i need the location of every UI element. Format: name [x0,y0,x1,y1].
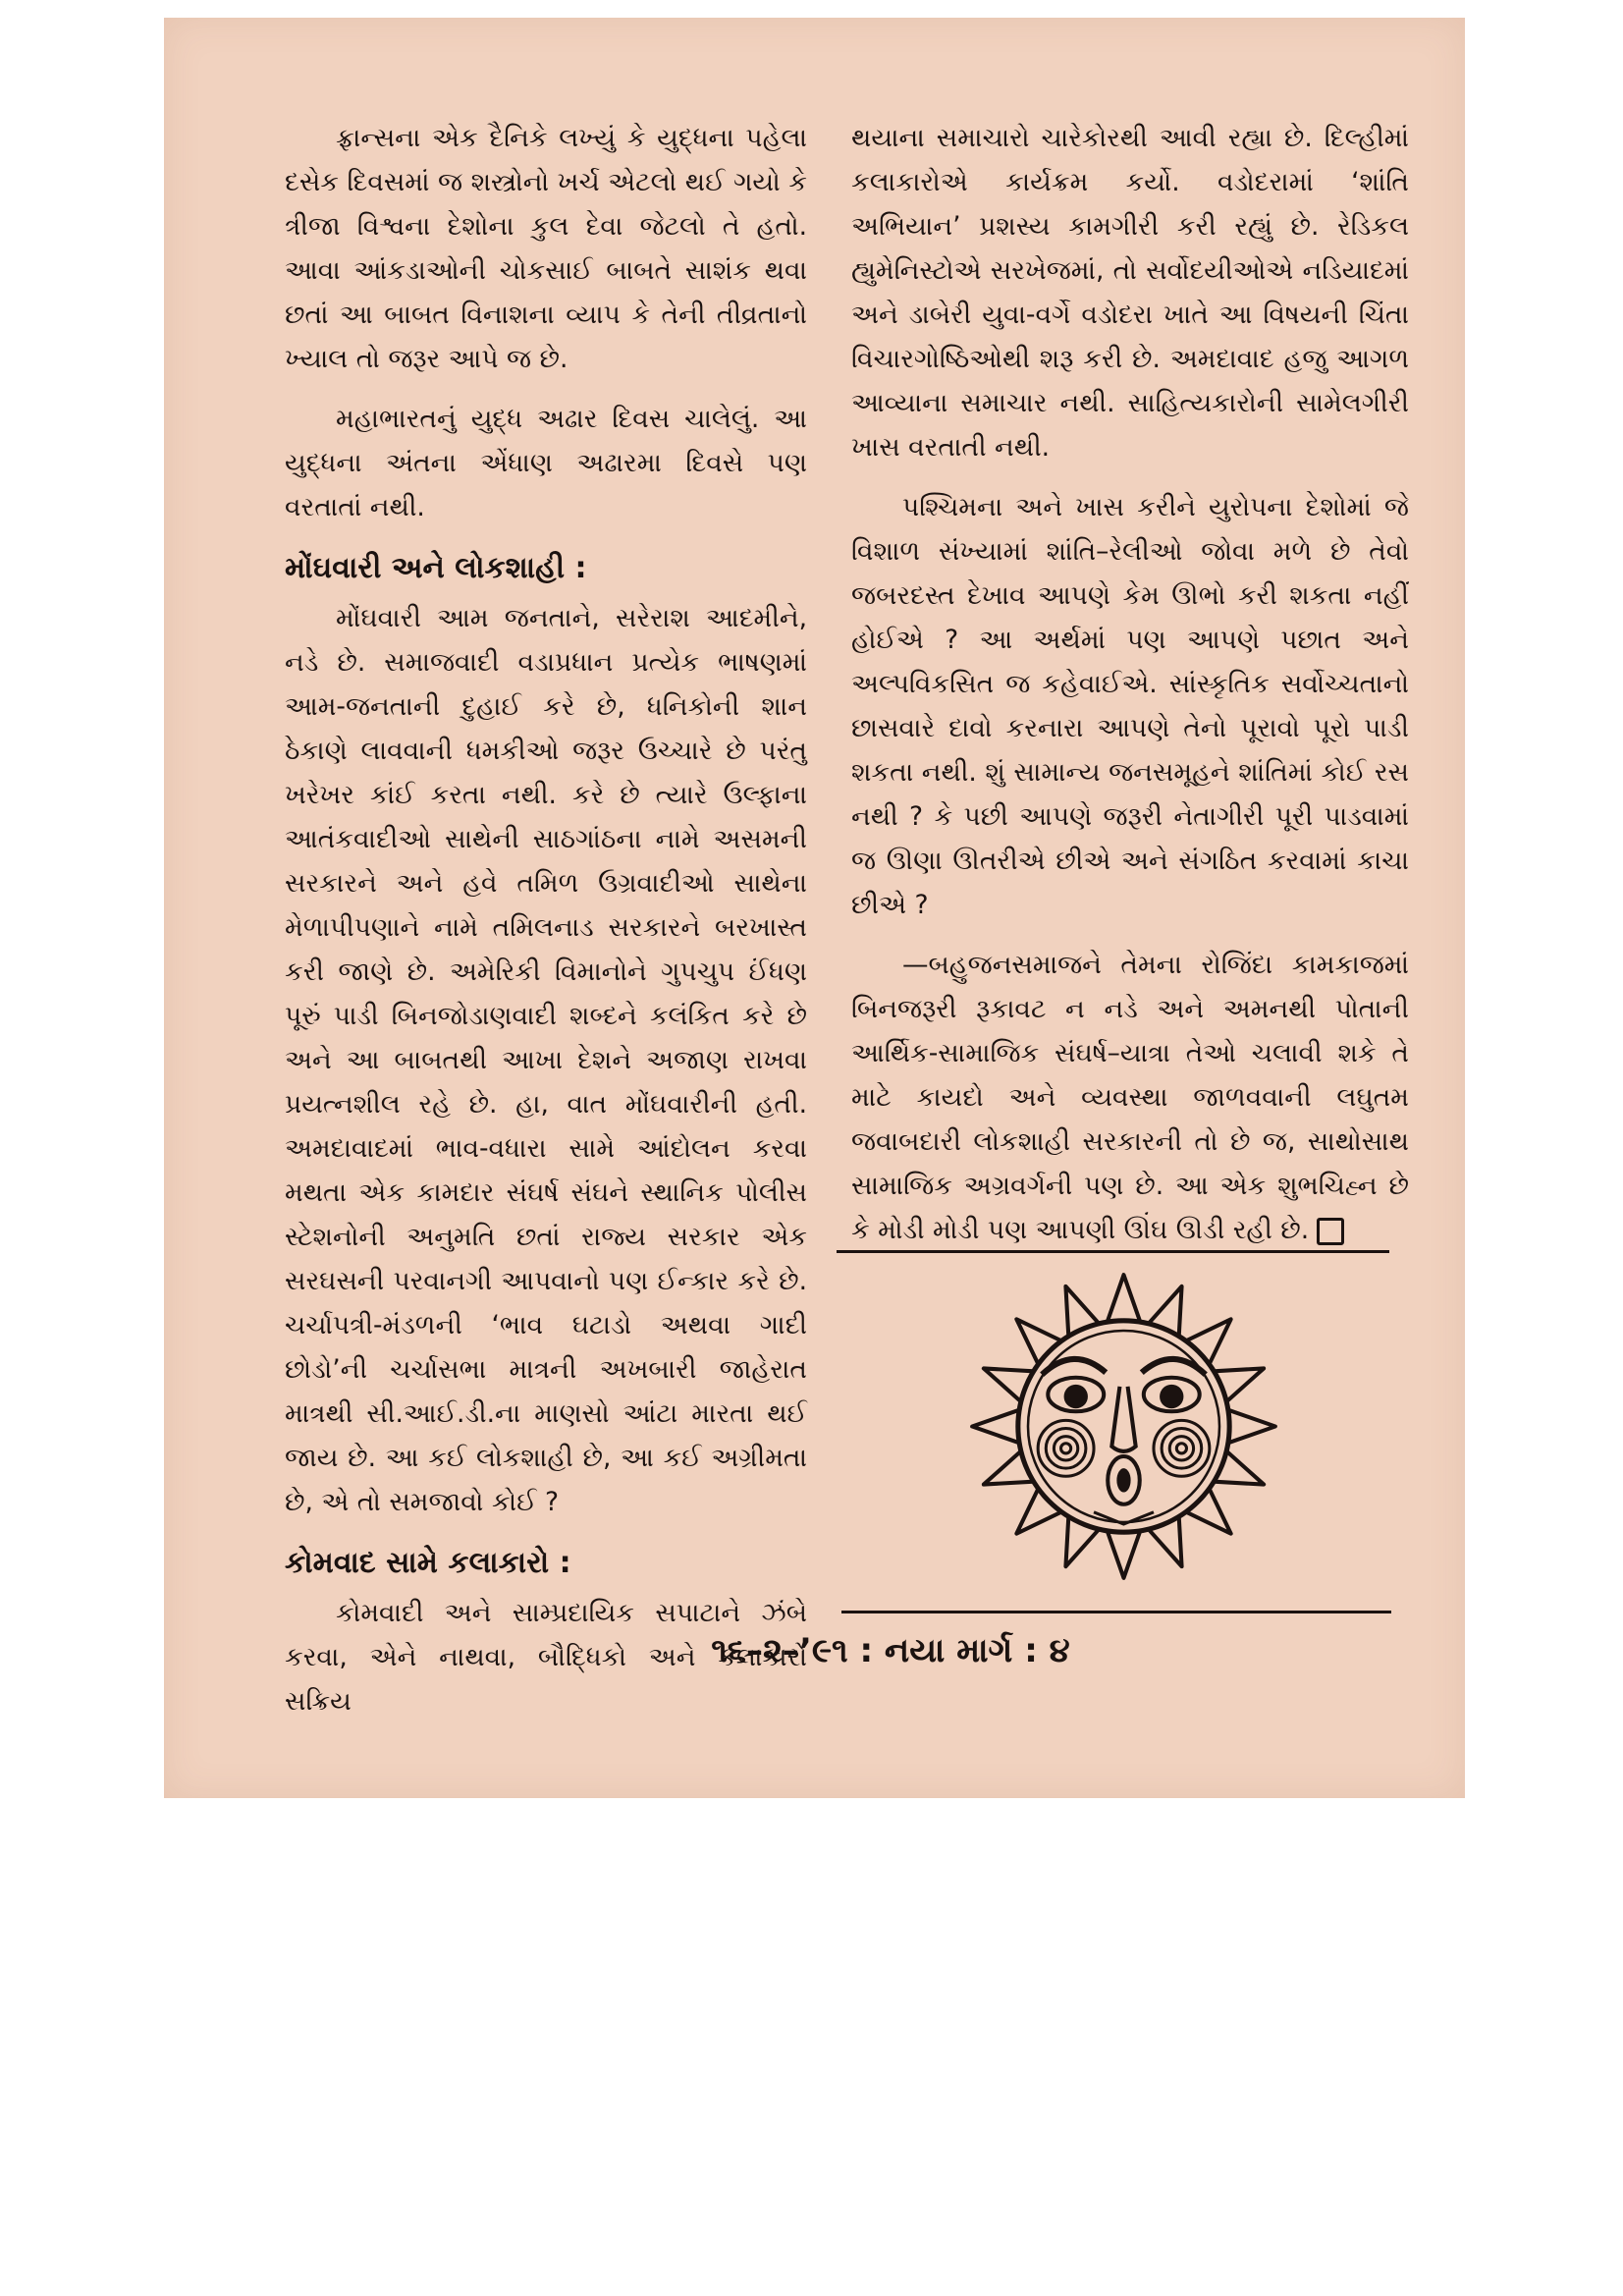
sun-ray [1226,1409,1275,1444]
article-paragraph: પશ્ચિમના અને ખાસ કરીને યુરોપના દેશોમાં જે વિશાળ સંખ્યામાં શાંતિ–રેલીઓ જોવા મળે છે તેવો જબરદસ્ત દેખાવ આપણે કેમ ઊભો કરી શકતા નહીં હોઈએ ? આ અર્થમાં પણ આપણે પછાત અને અલ્પવિકસિત જ કહેવાઈએ. સાંસ્કૃતિક સર્વોચ્ચતાનો છાસવારે દાવો કરનારા આપણે તેનો પૂરાવો પૂરો પાડી શકતા નથી. શું સામાન્ય જનસમૂહને શાંતિમાં કોઈ રસ નથી ? કે પછી આપણે જરૂરી નેતાગીરી પૂરી પાડવામાં જ ઊણા ઊતરીએ છીએ અને સંગઠિત કરવામાં કાચા છીએ ? [851,492,1409,920]
end-of-article-mark [1317,1218,1344,1245]
section-heading-inflation-democracy: મોંઘવારી અને લોકશાહી : [285,551,587,585]
page-footer: ૧૬–૨–’૯૧ : નયા માર્ગ : ૪ [711,1631,1070,1670]
article-paragraph: મહાભારતનું યુદ્ધ અઢાર દિવસ ચાલેલું. આ યુદ્ધના અંતના એંધાણ અઢારમા દિવસે પણ વરતાતાં નથી. [285,404,807,522]
divider-bottom [841,1611,1391,1613]
sun-ray [1107,1275,1141,1324]
section-heading-communalism-artists: કોમવાદ સામે કલાકારો : [285,1546,571,1580]
article-paragraph: થયાના સમાચારો ચારેકોરથી આવી રહ્યા છે. દિલ્હીમાં કલાકારોએ કાર્યક્રમ કર્યો. વડોદરામાં ‘શાંતિ અભિયાન’ પ્રશસ્ય કામગીરી કરી રહ્યું છે. રેડિકલ હ્યુમેનિસ્ટોએ સરખેજમાં, તો સર્વોદયીઓએ નડિયાદમાં અને ડાબેરી યુવા-વર્ગે વડોદરા ખાતે આ વિષયની ચિંતા વિચારગોષ્ઠિઓથી શરૂ કરી છે. અમદાવાદ હજુ આગળ આવ્યાના સમાચાર નથી. સાહિત્યકારોની સામેલગીરી ખાસ વરતાતી નથી. [851,123,1409,463]
article-paragraph: કોમવાદી અને સામ્પ્રદાયિક સપાટાને ઝંબે કરવા, એને નાથવા, બૌદ્ધિકો અને કલાકારો સક્રિય [285,1598,807,1717]
article-paragraph: ફ્રાન્સના એક દૈનિકે લખ્યું કે યુદ્ધના પહેલા દસેક દિવસમાં જ શસ્ત્રોનો ખર્ચ એટલો થઈ ગયો કે ત્રીજા વિશ્વના દેશોના કુલ દેવા જેટલો તે હતો. આવા આંકડાઓની ચોકસાઈ બાબતે સાશંક થવા છતાં આ બાબત વિનાશના વ્યાપ કે તેની તીવ્રતાનો ખ્યાલ તો જરૂર આપે જ છે. [285,123,807,374]
article-paragraph-text: —બહુજનસમાજને તેમના રોજિંદા કામકાજમાં બિનજરૂરી રૂકાવટ ન નડે અને અમનથી પોતાની આર્થિક-સામાજિક સંઘર્ષ–યાત્રા તેઓ ચલાવી શકે તે માટે કાયદો અને વ્યવસ્થા જાળવવાની લઘુતમ જવાબદારી લોકશાહી સરકારની તો છે જ, સાથોસાથ સામાજિક અગ્રવર્ગની પણ છે. આ એક શુભચિહ્ન છે કે મોડી મોડી પણ આપણી ઊંઘ ઊડી રહી છે. [851,950,1409,1245]
article-paragraph: મોંઘવારી આમ જનતાને, સરેરાશ આદમીને, નડે છે. સમાજવાદી વડાપ્રધાન પ્રત્યેક ભાષણમાં આમ-જનતાની દુહાઈ કરે છે, ધનિકોની શાન ઠેકાણે લાવવાની ધમકીઓ જરૂર ઉચ્ચારે છે પરંતુ ખરેખર કાંઈ કરતા નથી. કરે છે ત્યારે ઉલ્ફાના આતંકવાદીઓ સાથેની સાઠગાંઠના નામે અસમની સરકારને અને હવે તમિળ ઉગ્રવાદીઓ સાથેના મેળાપીપણાને નામે તમિલનાડ સરકારને બરખાસ્ત કરી જાણે છે. અમેરિકી વિમાનોને ગુપચુપ ઈંધણ પૂરું પાડી બિનજોડાણવાદી શબ્દને કલંકિત કરે છે અને આ બાબતથી આખા દેશને અજાણ રાખવા પ્રયત્નશીલ રહે છે. હા, વાત મોંઘવારીની હતી. અમદાવાદમાં ભાવ-વધારા સામે આંદોલન કરવા મથતા એક કામદાર સંઘર્ષ સંઘને સ્થાનિક પોલીસ સ્ટેશનોની અનુમતિ છતાં રાજ્ય સરકાર એક સરઘસની પરવાનગી આપવાનો પણ ઈન્કાર કરે છે. ચર્ચાપત્રી-મંડળની ‘ભાવ ઘટાડો અથવા ગાદી છોડો’ની ચર્ચાસભા માત્રની અખબારી જાહેરાત માત્રથી સી.આઈ.ડી.ના માણસો આંટા મારતા થઈ જાય છે. આ કઈ લોકશાહી છે, આ કઈ અગ્રીમતા છે, એ તો સમજાવો કોઈ ? [285,603,807,1517]
divider-top [837,1250,1389,1253]
sun-ray [1107,1529,1141,1578]
article-paragraph-final [851,943,1409,1252]
right-column [851,116,1409,1268]
left-column [285,116,807,1739]
sun-face-illustration [964,1267,1283,1586]
sun-ray [972,1409,1021,1444]
magazine-page [164,18,1465,1798]
